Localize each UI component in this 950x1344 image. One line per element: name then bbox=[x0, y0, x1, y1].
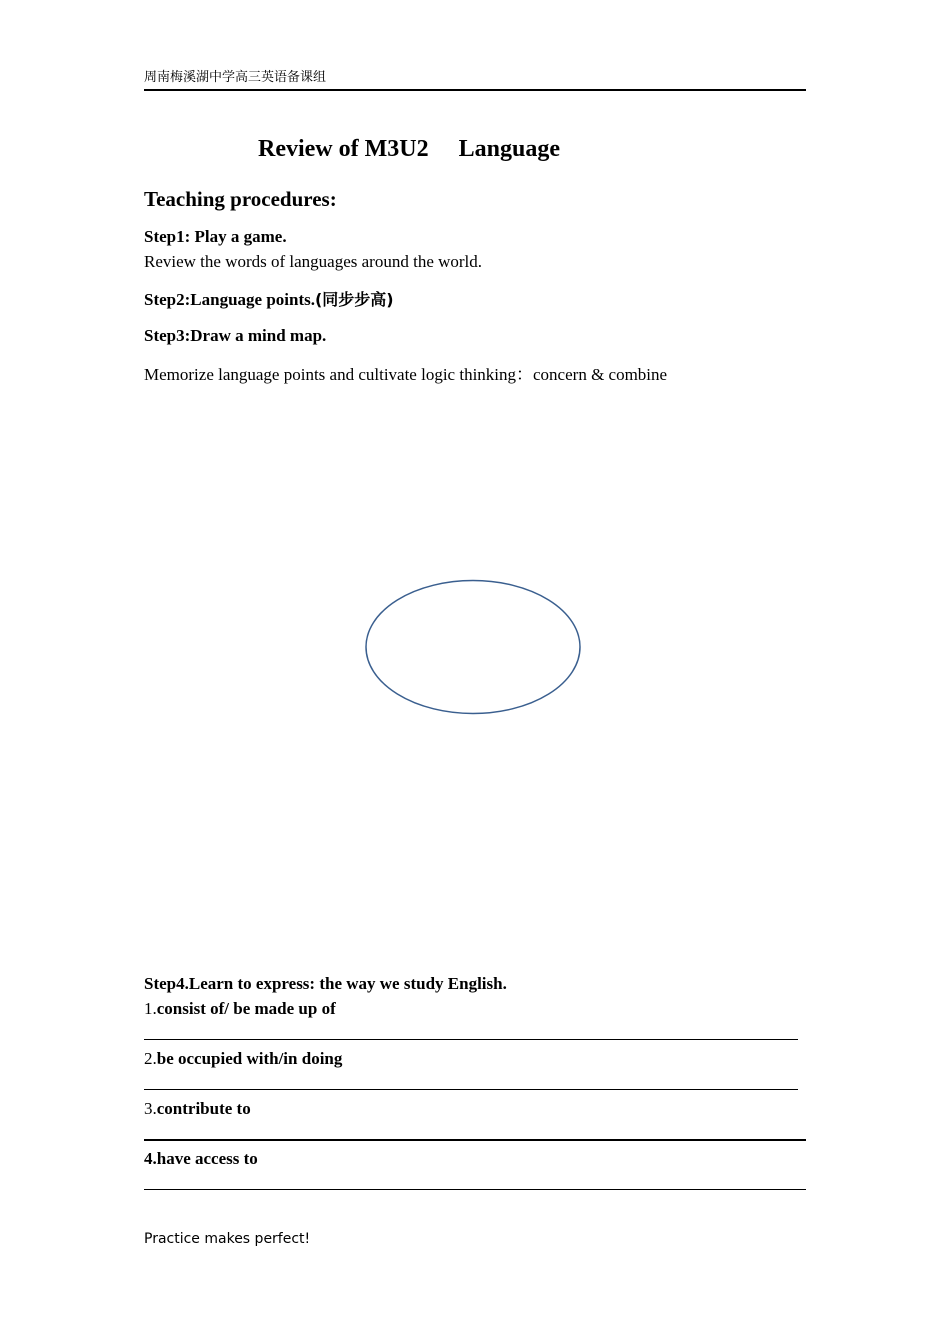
step1-body: Review the words of languages around the world. bbox=[144, 252, 483, 271]
answer-line-2 bbox=[144, 1089, 798, 1090]
item-phrase: contribute to bbox=[156, 1099, 251, 1118]
answer-line-3 bbox=[144, 1139, 806, 1141]
mind-map-ellipse bbox=[364, 579, 582, 716]
item-number: 1. bbox=[144, 999, 157, 1018]
step3-body: Memorize language points and cultivate logic thinking：concern & combine bbox=[144, 365, 668, 384]
step4-item-4 bbox=[144, 1147, 258, 1171]
step4-heading: Step4.Learn to express: the way we study English. bbox=[144, 974, 507, 993]
mind-map-ellipse-shape bbox=[366, 581, 580, 714]
step3-heading: Step3:Draw a mind map. bbox=[144, 326, 327, 345]
item-phrase: be occupied with/in doing bbox=[156, 1049, 343, 1068]
step4-item-2 bbox=[144, 1047, 342, 1071]
step2-heading bbox=[144, 288, 394, 312]
step4-item-1 bbox=[144, 997, 336, 1021]
item-number: 4. bbox=[144, 1149, 157, 1168]
mind-map-ellipse-svg bbox=[364, 579, 582, 716]
step2-heading-text: Step2:Language points. bbox=[144, 290, 315, 309]
answer-line-1 bbox=[144, 1039, 798, 1040]
step4-item-3 bbox=[144, 1097, 251, 1121]
header-text: 周南梅溪湖中学高三英语备课组 bbox=[144, 70, 327, 85]
item-number: 2. bbox=[144, 1049, 157, 1068]
answer-line-4 bbox=[144, 1189, 806, 1190]
item-phrase: consist of/ be made up of bbox=[156, 999, 336, 1018]
step1-heading: Step1: Play a game. bbox=[144, 227, 287, 246]
page-header bbox=[144, 68, 806, 91]
document-title: Review of M3U2 Language bbox=[258, 136, 560, 162]
section-heading: Teaching procedures: bbox=[144, 187, 337, 211]
item-number: 3. bbox=[144, 1099, 157, 1118]
step2-heading-cjk: (同步步高) bbox=[314, 290, 394, 309]
page-footer: Practice makes perfect! bbox=[144, 1231, 311, 1247]
item-phrase: have access to bbox=[156, 1149, 258, 1168]
